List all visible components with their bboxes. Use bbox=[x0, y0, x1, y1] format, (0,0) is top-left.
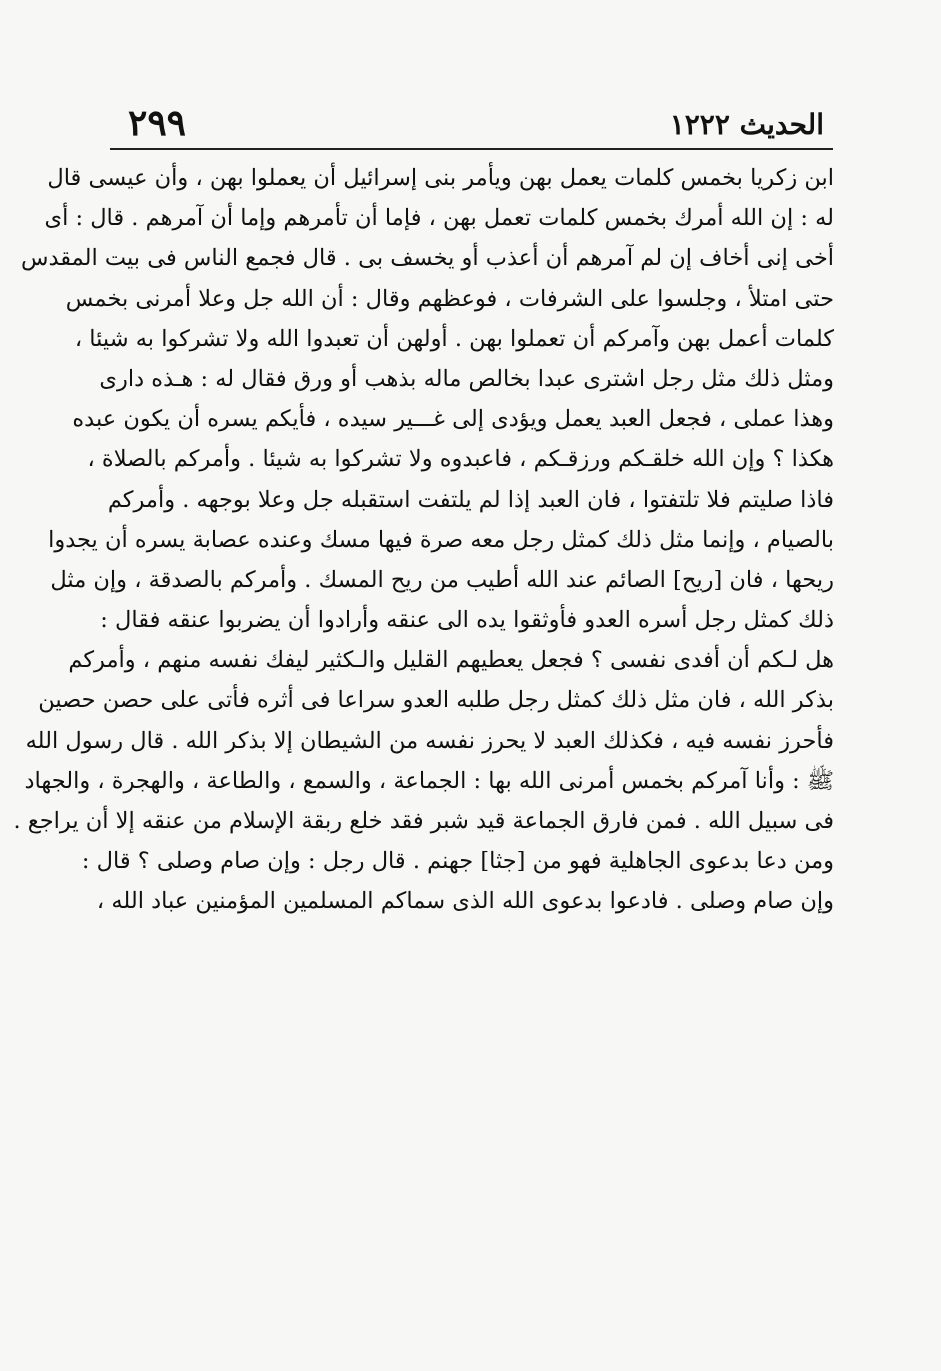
text-line: أخى إنى أخاف إن لم آمرهم أن أعذب أو يخسف بى . قال فجمع الناس فى بيت المقدس bbox=[20, 245, 834, 272]
text-line: كلمات أعمل بهن وآمركم أن تعملوا بهن . أولهن أن تعبدوا الله ولا تشركوا به شيئا ، bbox=[74, 325, 834, 352]
text-line: حتى امتلأ ، وجلسوا على الشرفات ، فوعظهم وقال : أن الله جل وعلا أمرنى بخمس bbox=[65, 285, 834, 312]
text-line: ومثل ذلك مثل رجل اشترى عبدا بخالص ماله بذهب أو ورق فقال له : هـذه دارى bbox=[99, 365, 834, 392]
text-line: ريحها ، فان [ريح] الصائم عند الله أطيب من ريح المسك . وأمركم بالصدقة ، وإن مثل bbox=[50, 566, 834, 593]
text-line: هكذا ؟ وإن الله خلقـكم ورزقـكم ، فاعبدوه ولا تشركوا به شيئا . وأمركم بالصلاة ، bbox=[87, 446, 834, 473]
body-text bbox=[13, 158, 834, 922]
text-line: فى سبيل الله . فمن فارق الجماعة قيد شبر فقد خلع ربقة الإسلام من عنقه إلا أن يراجع . bbox=[13, 808, 834, 834]
text-line: ابن زكريا بخمس كلمات يعمل بهن ويأمر بنى إسرائيل أن يعملوا بهن ، وأن عيسى قال bbox=[47, 165, 834, 191]
text-line: ومن دعا بدعوى الجاهلية فهو من [جثا] جهنم . قال رجل : وإن صام وصلى ؟ قال : bbox=[81, 848, 834, 875]
text-line: له : إن الله أمرك بخمس كلمات تعمل بهن ، فإما أن تأمرهم وإما أن آمرهم . قال : أى bbox=[44, 205, 834, 232]
text-line: ذلك كمثل رجل أسره العدو فأوثقوا يده الى عنقه وأرادوا أن يضربوا عنقه فقال : bbox=[100, 607, 834, 634]
page-number: ٢٩٩ bbox=[128, 102, 187, 144]
hadith-number-heading: الحديث ١٢٢٢ bbox=[669, 108, 824, 141]
text-line: بالصيام ، وإنما مثل ذلك كمثل رجل معه صرة فيها مسك وعنده عصابة يسره أن يجدوا bbox=[48, 526, 834, 553]
text-line: هل لـكم أن أفدى نفسى ؟ فجعل يعطيهم القليل والـكثير ليفك نفسه منهم ، وأمركم bbox=[68, 647, 834, 674]
text-line: وإن صام وصلى . فادعوا بدعوى الله الذى سماكم المسلمين المؤمنين عباد الله ، bbox=[96, 888, 834, 915]
text-line: فاذا صليتم فلا تلتفتوا ، فان العبد إذا لم يلتفت استقبله جل وعلا بوجهه . وأمركم bbox=[107, 486, 834, 513]
page-header bbox=[118, 104, 824, 146]
text-line: ﷺ : وأنا آمركم بخمس أمرنى الله بها : الجماعة ، والسمع ، والطاعة ، والهجرة ، والجهاد bbox=[24, 767, 834, 794]
text-line: فأحرز نفسه فيه ، فكذلك العبد لا يحرز نفسه من الشيطان إلا بذكر الله . قال رسول الله bbox=[25, 727, 834, 754]
text-line: بذكر الله ، فان مثل ذلك كمثل رجل طلبه العدو سراعا فى أثره فأتى على حصن حصين bbox=[38, 687, 834, 714]
text-line: وهذا عملى ، فجعل العبد يعمل ويؤدى إلى غـــير سيده ، فأيكم يسره أن يكون عبده bbox=[72, 406, 834, 433]
header-rule bbox=[110, 148, 833, 150]
